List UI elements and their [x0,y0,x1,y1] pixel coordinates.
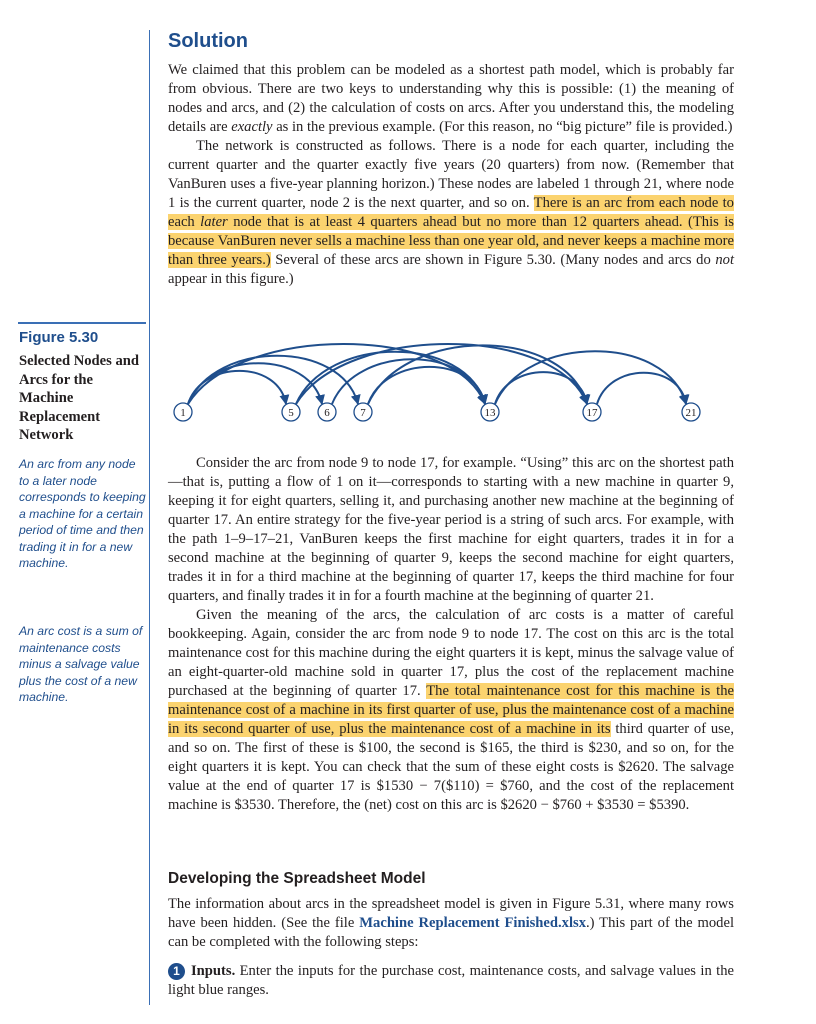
node-label-1: 1 [180,407,186,419]
arc-7-to-13 [368,367,485,404]
paragraph-4: Given the meaning of the arcs, the calculation of arc costs is a matter of careful bookkeeping. Again, consider the arc from node 9 to node 17. The cost on this arc is the total maintenance cost for this machine during the eight quarters it is kept, minus the salvage value of an eight-quarter-old machine sold in quarter 17, plus the cost of the replacement machine purchased at the beginning of quarter 17. The total maintenance cost for this machine is the maintenance cost of a machine in its first quarter of use, plus the maintenance cost of a machine in its second quarter of use, plus the maintenance cost of a machine in its third quarter of use, and so on. The first of these is $100, the second is $165, the third is $230, and so on, for the eight quarters it is kept. You can check that the sum of these eight costs is $2620. The salvage value at the end of quarter 17 is $1530 − 7($110) = $760, and the cost of the replacement machine is $3530. Therefore, the (net) cost on this arc is $2620 − $760 + $3530 = $5390. [168,607,734,813]
node-label-13: 13 [484,407,496,419]
solution-heading: Solution [168,30,248,52]
step-1: 1 Inputs. Enter the inputs for the purchase cost, maintenance costs, and salvage values in the light blue ranges. [168,963,734,998]
figure-rule [18,322,146,324]
margin-rule [149,30,150,1005]
margin-note-arc-meaning: An arc from any node to a later node corresponds to keeping a machine for a certain period of time and then trading it in for a new machine. [19,457,146,570]
step-label: Inputs. [191,963,236,979]
node-label-21: 21 [685,407,697,419]
highlight-arc-rule: There is an arc from each node to each later node that is at least 4 quarters ahead but no more than 12 quarters ahead. (This is because VanBuren never sells a machine less than one year old, and never keeps a machine more than three years.) [168,195,734,268]
arc-5-to-17 [296,344,587,404]
paragraph-1: We claimed that this problem can be modeled as a shortest path model, which is probably far from obvious. There are two keys to understanding why this is possible: (1) the meaning of nodes and arcs, and (2) the calculation of costs on arcs. After you understand this, the modeling details are exactly as in the previous example. (For this reason, no “big picture” file is provided.) [168,62,734,135]
file-link[interactable]: Machine Replacement Finished.xlsx [359,915,586,931]
arc-13-to-21 [495,351,686,404]
figure-label: Figure 5.30 [19,329,99,346]
paragraph-2: The network is constructed as follows. There is a node for each quarter, including the current quarter and the quarter exactly five years (20 quarters) from now. (Remember that VanBuren uses a five-year planning horizon.) These nodes are labeled 1 through 21, where node 1 is the current quarter, node 2 is the next quarter, and so on. There is an arc from each node to each later node that is at least 4 quarters ahead but no more than 12 quarters ahead. (This is because VanBuren never sells a machine less than one year old, and never keeps a machine more than three years.) Several of these arcs are shown in Figure 5.30. (Many nodes and arcs do not appear in this figure.) [168,138,734,287]
section-heading: Developing the Spreadsheet Model [168,870,426,887]
arc-7-to-17 [368,345,587,404]
arc-13-to-17 [495,372,587,404]
node-label-17: 17 [586,407,598,419]
arc-17-to-21 [597,373,686,404]
margin-note-arc-cost: An arc cost is a sum of maintenance costs minus a salvage value plus the cost of a new machine. [19,624,143,704]
solution-body [168,61,734,289]
paragraph-3: Consider the arc from node 9 to node 17, for example. “Using” this arc on the shortest path—that is, putting a flow of 1 on it—corresponds to starting with a new machine in quarter 9, keeping it for eight quarters, selling it, and purchasing another new machine at the beginning of quarter 17. An entire strategy for the five-year period is a string of such arcs. For example, with the path 1–9–17–21, VanBuren keeps the first machine for eight quarters, trades it in for a second machine at the beginning of quarter 9, keeps the second machine for eight quarters, trades it in for a third machine at the beginning of quarter 17, keeps the third machine for four quarters, and finally trades it in for a fourth machine at the beginning of quarter 21. [168,455,734,604]
node-label-5: 5 [288,407,294,419]
arc-1-to-7 [188,356,358,404]
figure-caption: Selected Nodes and Arcs for the Machine Replacement Network [19,353,139,444]
step-number-badge: 1 [168,963,185,980]
network-figure [160,318,720,433]
node-label-7: 7 [360,407,366,419]
highlight-maintenance: The total maintenance cost for this machine is the maintenance cost of a machine in its first quarter of use, plus the maintenance cost of a machine in its second quarter of use, plus the maintenance cost of a machine in its [168,683,734,737]
arc-explanation-body [168,454,734,815]
node-label-6: 6 [324,407,330,419]
arc-1-to-6 [188,363,322,404]
spreadsheet-body [168,895,734,1000]
paragraph-5: The information about arcs in the spreadsheet model is given in Figure 5.31, where many rows have been hidden. (See the file Machine Replacement Finished.xlsx.) This part of the model can be completed with the following steps: [168,896,734,950]
